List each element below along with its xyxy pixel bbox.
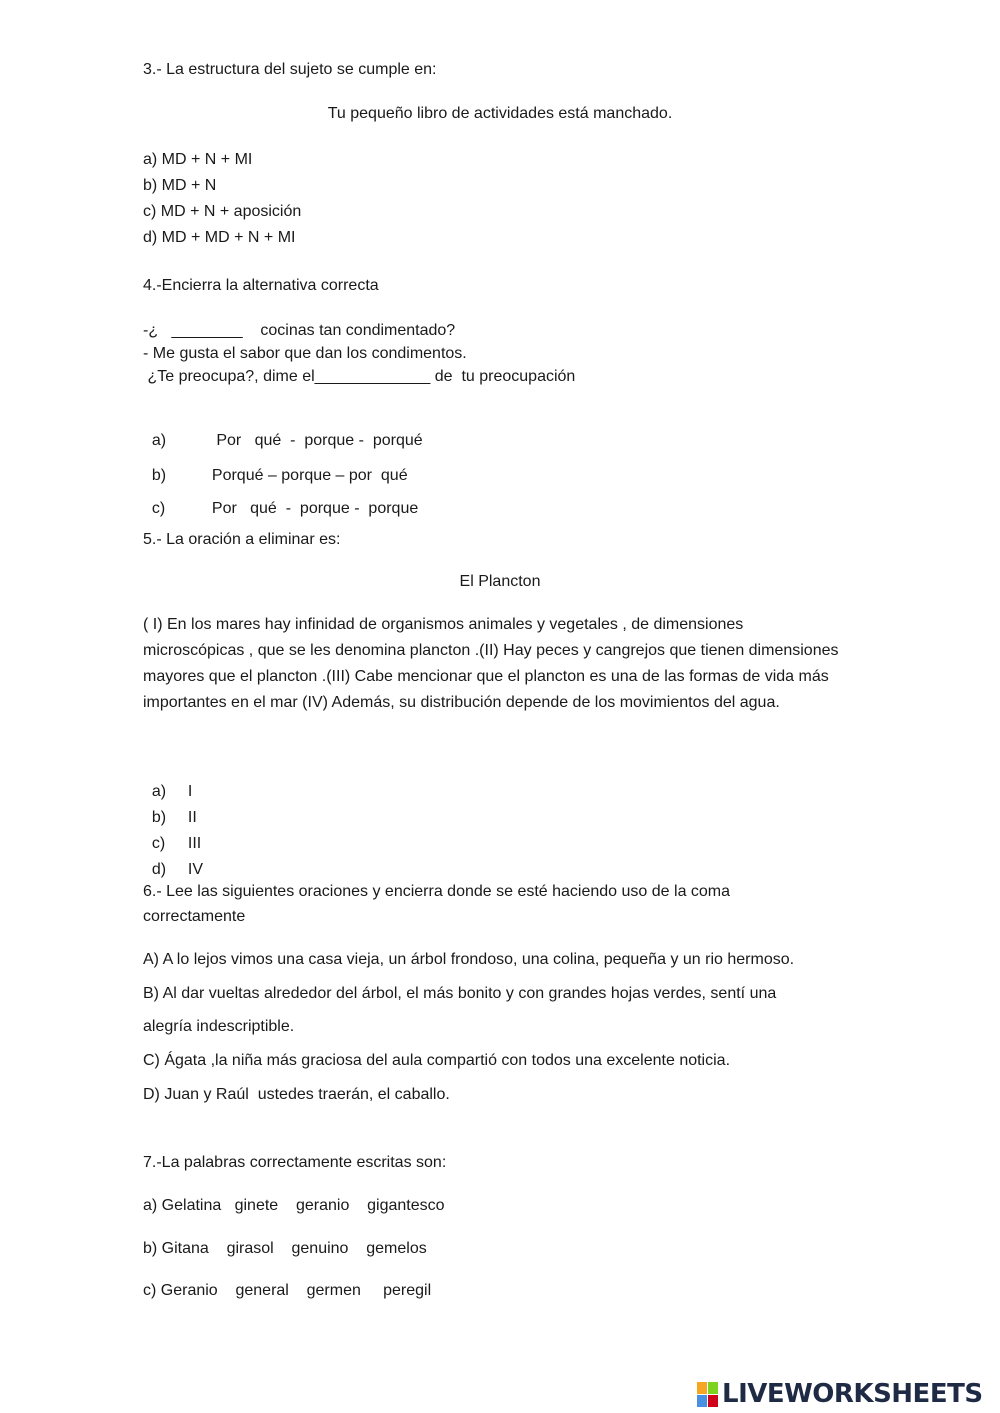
q4-option-a: [143, 411, 423, 451]
logo-square-4: [708, 1395, 718, 1407]
q5-option-b-label: b): [151, 809, 167, 826]
q3-option-a: a) MD + N + MI: [143, 151, 253, 168]
q4-line-1: -¿ ________ cocinas tan condimentado?: [143, 322, 456, 339]
logo-square-3: [697, 1395, 707, 1407]
q4-title: 4.-Encierra la alternativa correcta: [143, 277, 379, 294]
logo-square-1: [697, 1382, 707, 1394]
q6-option-b: B) Al dar vueltas alrededor del árbol, el más bonito y con grandes hojas verdes, sentí una: [143, 985, 777, 1002]
q6-option-d: D) Juan y Raúl ustedes traerán, el caballo.: [143, 1086, 450, 1103]
q5-option-b-text: II: [187, 809, 197, 826]
q7-title: 7.-La palabras correctamente escritas son:: [143, 1154, 447, 1171]
q4-option-b-text: Porqué – porque – por qué: [211, 467, 408, 484]
q5-option-d: [143, 840, 203, 880]
q3-option-d: d) MD + MD + N + MI: [143, 229, 296, 246]
q5-option-d-text: IV: [187, 861, 204, 878]
logo-mark-icon: [697, 1382, 718, 1407]
q3-title: 3.- La estructura del sujeto se cumple en:: [143, 61, 437, 78]
liveworksheets-logo: [697, 1376, 997, 1412]
q6-title-line-2: correctamente: [143, 908, 246, 925]
q5-title: 5.- La oración a eliminar es:: [143, 531, 341, 548]
q6-option-c: C) Ágata ,la niña más graciosa del aula compartió con todos una excelente noticia.: [143, 1052, 731, 1069]
q3-option-b: b) MD + N: [143, 177, 217, 194]
q7-option-b: b) Gitana girasol genuino gemelos: [143, 1240, 427, 1257]
q5-option-c-text: III: [187, 835, 202, 852]
logo-square-2: [708, 1382, 718, 1394]
q4-option-c-text: Por qué - porque - porque: [211, 500, 419, 517]
q3-option-c: c) MD + N + aposición: [143, 203, 302, 220]
q7-option-c: c) Geranio general germen peregil: [143, 1282, 432, 1299]
q5-paragraph: ( I) En los mares hay infinidad de organismos animales y vegetales , de dimensiones microscópicas , que se les denomina plancton .(II) Hay peces y cangrejos que tienen dimensiones mayores que el plancton .(III) Cabe mencionar que el plancton es una de las formas de vida más importantes en el mar (IV) Además, su distribución depende de los movimientos del agua.: [143, 616, 839, 711]
q4-option-c: [143, 479, 418, 519]
q5-option-d-label: d): [151, 861, 167, 878]
q4-option-a-text: Por qué - porque - porqué: [211, 432, 423, 449]
q5-option-c-label: c): [151, 835, 166, 852]
q5-heading: El Plancton: [459, 573, 541, 590]
q5-option-a-text: I: [187, 783, 193, 800]
q4-line-2: - Me gusta el sabor que dan los condimentos.: [143, 345, 467, 362]
q4-option-a-label: a): [151, 432, 167, 449]
logo-text: LIVEWORKSHEETS: [722, 1379, 983, 1409]
q6-option-a: A) A lo lejos vimos una casa vieja, un árbol frondoso, una colina, pequeña y un rio hermoso.: [143, 951, 795, 968]
q6-option-b-cont: alegría indescriptible.: [143, 1018, 295, 1035]
q7-option-a: a) Gelatina ginete geranio gigantesco: [143, 1197, 445, 1214]
q4-option-b-label: b): [151, 467, 167, 484]
q3-sentence: Tu pequeño libro de actividades está manchado.: [327, 105, 673, 122]
q4-line-3: ¿Te preocupa?, dime el_____________ de tu preocupación: [143, 368, 576, 385]
q4-option-c-label: c): [151, 500, 166, 517]
q6-title-line-1: 6.- Lee las siguientes oraciones y encierra donde se esté haciendo uso de la coma: [143, 883, 731, 900]
q5-option-a-label: a): [151, 783, 167, 800]
